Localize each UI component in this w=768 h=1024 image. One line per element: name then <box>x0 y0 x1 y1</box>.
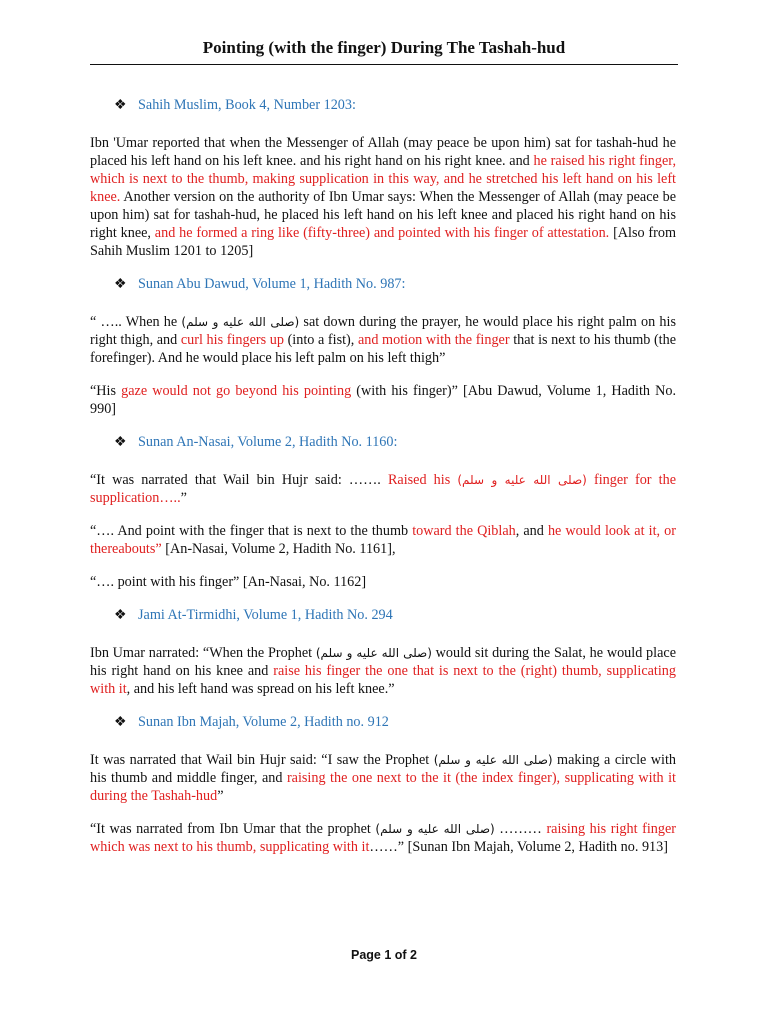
four-diamond-bullet-icon: ❖ <box>114 434 127 450</box>
section-heading <box>90 275 676 293</box>
highlighted-text: raising the one next to the it (the index finger), supplicating with it during the Tashah-hud <box>90 770 676 804</box>
hadith-paragraph <box>90 134 676 260</box>
section-heading <box>90 606 676 624</box>
highlighted-text: finger for the supplication….. <box>90 472 676 506</box>
highlighted-text: he would look at it, or thereabouts” <box>90 523 676 557</box>
highlighted-text: and motion with the finger <box>357 332 510 348</box>
highlighted-text: he raised his right finger, which is next to the thumb, making supplication in this way, and he stretched his left hand on his left knee. <box>90 153 676 205</box>
highlighted-text: toward the Qiblah <box>412 523 516 539</box>
highlighted-text: gaze would not go beyond his pointing <box>121 383 352 399</box>
arabic-salutation: (صلى الله عليه و سلم) <box>315 646 432 660</box>
hadith-paragraph <box>90 644 676 698</box>
hadith-paragraph <box>90 382 676 418</box>
hadith-paragraph <box>90 820 676 856</box>
text-segment: , and <box>515 523 548 539</box>
text-segment: “…. point with his finger” [An-Nasai, No. 1162] <box>90 574 367 590</box>
text-segment: Ibn 'Umar reported that when the Messenger of Allah (may peace be upon him) sat for tashah-hud he placed his left hand on his left knee. and his right hand on his right knee. and <box>90 135 676 169</box>
highlighted-text: raise his finger the one that is next to the (right) thumb, supplicating with it <box>90 663 676 697</box>
text-segment: ……” [Sunan Ibn Majah, Volume 2, Hadith no. 913] <box>369 839 668 855</box>
text-segment: [An-Nasai, Volume 2, Hadith No. 1161], <box>161 541 396 557</box>
section-heading <box>90 713 676 731</box>
title-underline <box>90 64 678 65</box>
text-segment: that is next to his thumb (the forefinger). And he would place his left palm on his left thigh” <box>90 332 677 366</box>
section-heading-text: Jami At-Tirmidhi, Volume 1, Hadith No. 294 <box>138 607 393 623</box>
four-diamond-bullet-icon: ❖ <box>114 714 127 730</box>
arabic-salutation: (صلى الله عليه و سلم) <box>433 753 553 767</box>
section-heading-text: Sunan Ibn Majah, Volume 2, Hadith no. 912 <box>138 714 389 730</box>
section-heading <box>90 433 676 451</box>
highlighted-text: curl his fingers up <box>180 332 284 348</box>
hadith-paragraph <box>90 313 676 367</box>
arabic-salutation: (صلى الله عليه و سلم) <box>181 315 300 329</box>
hadith-paragraph <box>90 751 676 805</box>
section-heading-text: Sunan Abu Dawud, Volume 1, Hadith No. 987: <box>138 276 406 292</box>
text-segment: , and his left hand was spread on his left knee.” <box>126 681 395 697</box>
text-segment: ……… <box>494 821 547 837</box>
highlighted-text: Raised his <box>387 472 458 488</box>
text-segment: (into a fist), <box>283 332 358 348</box>
text-segment: “It was narrated from Ibn Umar that the prophet <box>90 821 376 837</box>
section-heading-text: Sahih Muslim, Book 4, Number 1203: <box>138 97 356 113</box>
arabic-salutation: (صلى الله عليه و سلم) <box>375 822 495 836</box>
hadith-paragraph <box>90 522 676 558</box>
text-segment: [Also from Sahih Muslim 1201 to 1205] <box>90 225 677 259</box>
hadith-paragraph <box>90 471 676 507</box>
text-segment: Ibn Umar narrated: “When the Prophet <box>90 645 316 661</box>
text-segment: making a circle with his thumb and middle finger, and <box>90 752 677 786</box>
text-segment: would sit during the Salat, he would place his right hand on his knee and <box>90 645 676 679</box>
text-segment: It was narrated that Wail bin Hujr said: “I saw the Prophet <box>90 752 434 768</box>
text-segment: (with his finger)” [Abu Dawud, Volume 1, Hadith No. 990] <box>90 383 676 417</box>
arabic-salutation: (صلى الله عليه و سلم) <box>457 473 587 487</box>
hadith-paragraph <box>90 573 676 591</box>
four-diamond-bullet-icon: ❖ <box>114 97 127 113</box>
highlighted-text: raising his right finger which was next to his thumb, supplicating with it <box>90 821 677 855</box>
highlighted-text: and he formed a ring like (fifty-three) and pointed with his finger of attestation. <box>154 225 610 241</box>
document-body <box>90 96 676 871</box>
text-segment: sat down during the prayer, he would place his right palm on his right thigh, and <box>90 314 676 348</box>
text-segment: “It was narrated that Wail bin Hujr said: ……. <box>90 472 388 488</box>
text-segment: Another version on the authority of Ibn Umar says: When the Messenger of Allah (may peace be upon him) sat for tashah-hud, he placed his left hand on his left knee and placed his right hand on his right knee, <box>90 189 676 241</box>
section-heading-text: Sunan An-Nasai, Volume 2, Hadith No. 1160: <box>138 434 398 450</box>
text-segment: “ ….. When he <box>90 314 182 330</box>
four-diamond-bullet-icon: ❖ <box>114 276 127 292</box>
section-heading <box>90 96 676 114</box>
text-segment: “His <box>90 383 122 399</box>
four-diamond-bullet-icon: ❖ <box>114 607 127 623</box>
text-segment: ” <box>180 490 187 506</box>
text-segment: ” <box>217 788 224 804</box>
text-segment: “…. And point with the finger that is next to the thumb <box>90 523 413 539</box>
page-number: Page 1 of 2 <box>351 948 417 962</box>
page-title: Pointing (with the finger) During The Tashah-hud <box>202 38 566 57</box>
